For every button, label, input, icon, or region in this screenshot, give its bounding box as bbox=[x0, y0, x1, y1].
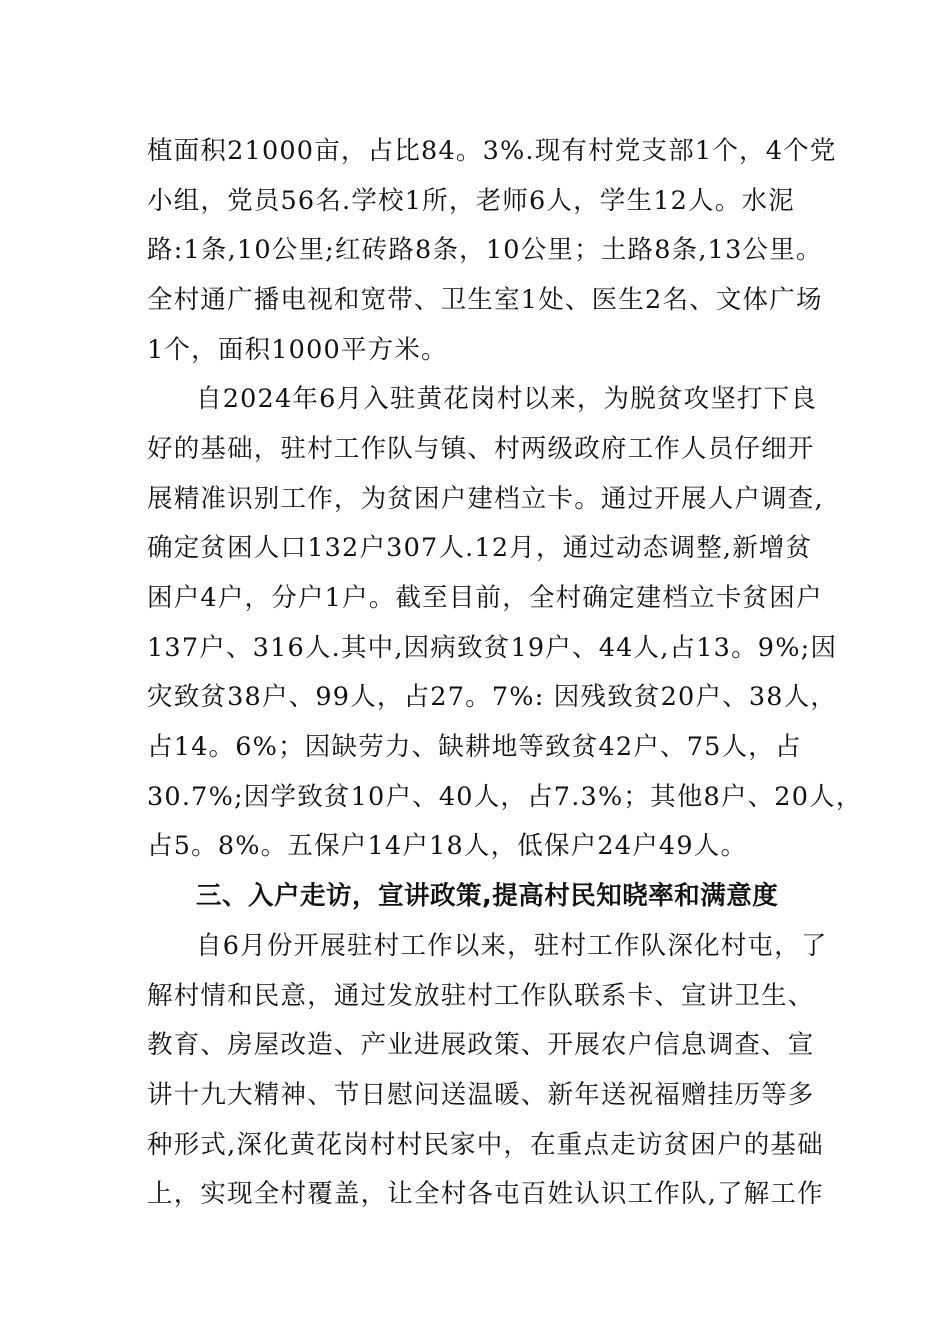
text-line: 小组，党员56名.学校1所，老师6人，学生12人。水泥 bbox=[147, 186, 795, 216]
text-line: 灾致贫38户、99人，占27。7%: 因残致贫20户、38人， bbox=[147, 682, 838, 712]
text-line: 植面积21000亩，占比84。3%.现有村党支部1个，4个党 bbox=[147, 136, 837, 166]
text-line: 展精准识别工作，为贫困户建档立卡。通过开展人户调查, bbox=[147, 484, 824, 514]
text-line: 137户、316人.其中,因病致贫19户、44人,占13。9%;因 bbox=[147, 633, 838, 663]
text-line: 教育、房屋改造、产业进展政策、开展农户信息调查、宣 bbox=[147, 1030, 815, 1060]
text-line: 自6月份开展驻村工作以来，驻村工作队深化村屯，了 bbox=[196, 931, 828, 961]
text-line: 种形式,深化黄花岗村村民家中，在重点走访贫困户的基础 bbox=[147, 1130, 824, 1160]
text-line: 占5。8%。五保户14户18人，低保户24户49人。 bbox=[147, 831, 748, 861]
text-line: 好的基础，驻村工作队与镇、村两级政府工作人员仔细开 bbox=[147, 434, 815, 464]
text-line: 30.7%;因学致贫10户、40人，占7.3%；其他8户、20人， bbox=[147, 782, 863, 812]
text-line: 全村通广播电视和宽带、卫生室1处、医生2名、文体广场 bbox=[147, 285, 823, 315]
text-line: 自2024年6月入驻黄花岗村以来，为脱贫攻坚打下良 bbox=[196, 384, 818, 414]
text-line: 路:1条,10公里;红砖路8条，10公里；土路8条,13公里。 bbox=[147, 235, 823, 265]
text-line: 上，实现全村覆盖，让全村各屯百姓认识工作队,了解工作 bbox=[147, 1179, 824, 1209]
text-line: 困户4户，分户1户。截至目前，全村确定建档立卡贫困户 bbox=[147, 583, 823, 613]
text-line: 解村情和民意，通过发放驻村工作队联系卡、宣讲卫生、 bbox=[147, 981, 815, 1011]
text-line: 1个，面积1000平方米。 bbox=[147, 335, 448, 365]
section-heading: 三、入户走访，宣讲政策,提高村民知晓率和满意度 bbox=[196, 881, 779, 911]
text-line: 讲十九大精神、节日慰问送温暖、新年送祝福赠挂历等多 bbox=[147, 1080, 815, 1110]
text-line: 确定贫困人口132户307人.12月，通过动态调整,新增贫 bbox=[147, 533, 813, 563]
text-line: 占14。6%；因缺劳力、缺耕地等致贫42户、75人，占 bbox=[147, 732, 802, 762]
